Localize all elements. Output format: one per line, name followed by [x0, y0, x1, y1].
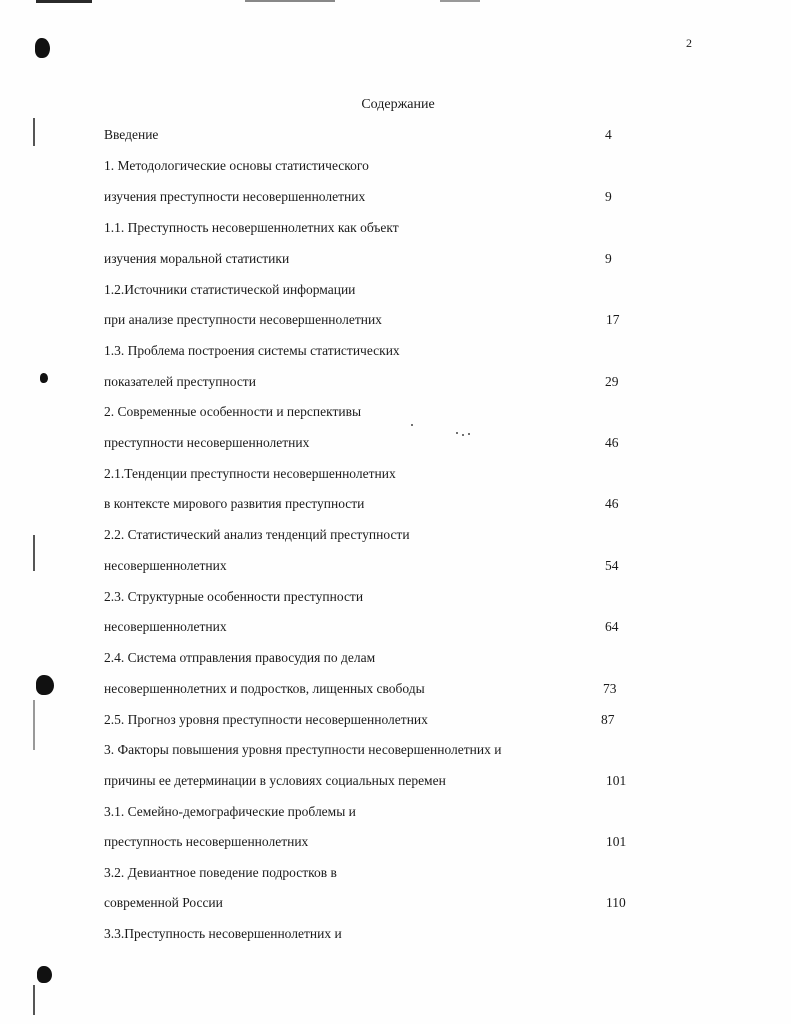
toc-line: несовершеннолетних	[104, 558, 227, 573]
toc-line: преступность несовершеннолетних	[104, 834, 309, 849]
toc-line: в контексте мирового развития преступности	[104, 496, 365, 511]
toc-page-number: 46	[605, 435, 619, 450]
toc-line: показателей преступности	[104, 374, 256, 389]
punch-hole-bottom	[37, 966, 52, 983]
scan-artifact-top-mid	[245, 0, 335, 2]
margin-line-2	[33, 535, 35, 571]
toc-line: 2.2. Статистический анализ тенденций преступности	[104, 527, 410, 542]
toc-line: Введение	[104, 127, 159, 142]
toc-line: 1.2.Источники статистической информации	[104, 282, 356, 297]
toc-line: современной России	[104, 895, 223, 910]
toc-line: 1.3. Проблема построения системы статистических	[104, 343, 400, 358]
toc-line: 3.2. Девиантное поведение подростков в	[104, 865, 337, 880]
toc-line: изучения преступности несовершеннолетних	[104, 189, 366, 204]
toc-line: при анализе преступности несовершеннолетних	[104, 312, 382, 327]
toc-line: 2.1.Тенденции преступности несовершеннолетних	[104, 466, 396, 481]
toc-page-number: 4	[605, 127, 612, 142]
page-number: 2	[686, 36, 692, 50]
toc-page-number: 101	[606, 834, 627, 849]
toc-page-number: 46	[605, 496, 619, 511]
toc-page-number: 101	[606, 773, 627, 788]
toc-line: несовершеннолетних и подростков, лищенных свободы	[104, 681, 425, 696]
toc-page-number: 9	[605, 251, 612, 266]
margin-line-1	[33, 118, 35, 146]
punch-hole-top	[35, 38, 50, 58]
speck-1	[456, 432, 458, 434]
speck-3	[468, 433, 470, 435]
toc-page-number: 110	[606, 895, 626, 910]
toc-line: 3.1. Семейно-демографические проблемы и	[104, 804, 356, 819]
toc-line: 2.4. Система отправления правосудия по делам	[104, 650, 376, 665]
toc-line: причины ее детерминации в условиях социальных перемен	[104, 773, 446, 788]
speck-4	[411, 424, 413, 426]
toc-line: 1. Методологические основы статистического	[104, 158, 369, 173]
toc-line: 2. Современные особенности и перспективы	[104, 404, 362, 419]
margin-line-4	[33, 985, 35, 1015]
toc-page-number: 64	[605, 619, 619, 634]
toc-line: 2.3. Структурные особенности преступности	[104, 589, 364, 604]
toc-line: несовершеннолетних	[104, 619, 227, 634]
toc-line: изучения моральной статистики	[104, 251, 290, 266]
speck-2	[462, 434, 464, 436]
toc-line: 2.5. Прогноз уровня преступности несовершеннолетних	[104, 712, 428, 727]
toc-page-number: 54	[605, 558, 619, 573]
scan-artifact-top-left	[36, 0, 92, 3]
toc-line: 1.1. Преступность несовершеннолетних как объект	[104, 220, 399, 235]
page-title: Содержание	[361, 97, 435, 112]
toc-line: преступности несовершеннолетних	[104, 435, 310, 450]
toc-page-number: 29	[605, 374, 619, 389]
punch-hole-lower	[36, 675, 54, 695]
toc-page-number: 73	[603, 681, 617, 696]
toc-line: 3. Факторы повышения уровня преступности несовершеннолетних и	[104, 742, 502, 757]
toc-page-number: 9	[605, 189, 612, 204]
toc-line: 3.3.Преступность несовершеннолетних и	[104, 926, 342, 941]
margin-line-3	[33, 700, 35, 750]
punch-hole-mid	[40, 373, 48, 383]
scan-artifact-top-mid2	[440, 0, 480, 2]
toc-page-number: 17	[606, 312, 620, 327]
toc-page-number: 87	[601, 712, 615, 727]
